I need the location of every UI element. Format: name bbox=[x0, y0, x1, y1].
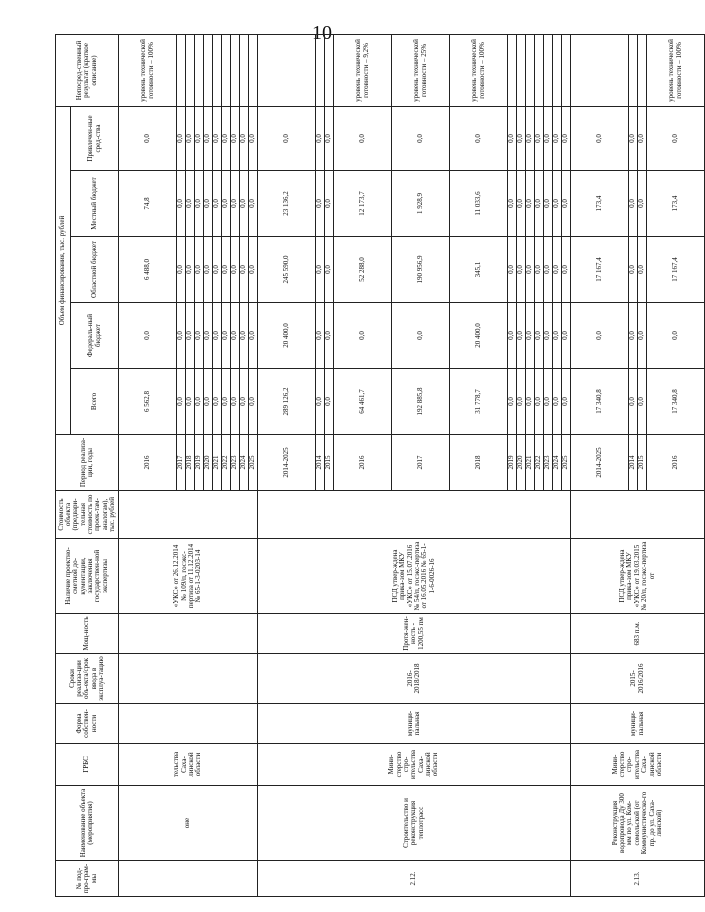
cell-name: Реконструкция водопровода Ду 300 мм по ул. Ком-сомольской (от Коммунистическо-го пр. до ул. Саха-линской) bbox=[571, 786, 705, 861]
cell-result bbox=[325, 34, 334, 106]
cell-regional: 0,0 bbox=[638, 237, 647, 303]
cell-local: 0,0 bbox=[508, 171, 517, 237]
cell-local: 0,0 bbox=[535, 171, 544, 237]
cell-result bbox=[204, 34, 213, 106]
cell-regional: 0,0 bbox=[195, 237, 204, 303]
cell-federal: 0,0 bbox=[249, 303, 258, 369]
cell-period: 2024 bbox=[553, 435, 562, 491]
cell-federal: 0,0 bbox=[222, 303, 231, 369]
cell-local: 0,0 bbox=[249, 171, 258, 237]
cell-result bbox=[571, 34, 629, 106]
cell-federal: 0,0 bbox=[334, 303, 392, 369]
cell-federal: 0,0 bbox=[213, 303, 222, 369]
cell-attracted: 0,0 bbox=[186, 106, 195, 170]
cell-attracted: 0,0 bbox=[240, 106, 249, 170]
cell-attracted: 0,0 bbox=[213, 106, 222, 170]
cell-local: 0,0 bbox=[204, 171, 213, 237]
cell-regional: 0,0 bbox=[629, 237, 638, 303]
col-terms-header: Сроки реализа-ции объ-екта/срок ввода в эксплуа-тацию bbox=[56, 654, 119, 704]
cell-regional: 0,0 bbox=[562, 237, 571, 303]
col-local-header: Местный бюджет bbox=[71, 171, 119, 237]
cell-capacity: 683 п.м. bbox=[571, 614, 705, 654]
cell-regional: 0,0 bbox=[240, 237, 249, 303]
cell-regional: 0,0 bbox=[231, 237, 240, 303]
cell-federal: 0,0 bbox=[316, 303, 325, 369]
cell-result bbox=[213, 34, 222, 106]
cell-grbs: Мини-стерство стро-ительства Саха-линской области bbox=[258, 744, 571, 786]
cell-result: уровень технической готовности – 100% bbox=[647, 34, 705, 106]
cell-regional: 52 288,0 bbox=[334, 237, 392, 303]
cell-regional: 0,0 bbox=[249, 237, 258, 303]
cell-federal: 0,0 bbox=[392, 303, 450, 369]
cell-regional: 245 590,0 bbox=[258, 237, 316, 303]
cell-local: 0,0 bbox=[562, 171, 571, 237]
cell-period: 2018 bbox=[186, 435, 195, 491]
cell-federal: 0,0 bbox=[231, 303, 240, 369]
cell-total: 0,0 bbox=[325, 369, 334, 435]
cell-total: 0,0 bbox=[535, 369, 544, 435]
cell-attracted: 0,0 bbox=[553, 106, 562, 170]
cell-period: 2015 bbox=[638, 435, 647, 491]
table-header bbox=[56, 34, 119, 896]
cell-period: 2017 bbox=[177, 435, 186, 491]
cell-result: уровень технической готовности – 9,2% bbox=[334, 34, 392, 106]
col-result-header: Непосред-ственный результат (краткое описание) bbox=[56, 34, 119, 106]
col-federal-header: Федераль-ный бюджет bbox=[71, 303, 119, 369]
cell-ownership: муници-пальная bbox=[571, 704, 705, 744]
col-capacity-header: Мощ-ность bbox=[56, 614, 119, 654]
cell-total: 17 340,8 bbox=[647, 369, 705, 435]
cell-num bbox=[119, 861, 258, 897]
cell-result: уровень технической готовности – 100% bbox=[450, 34, 508, 106]
cell-attracted: 0,0 bbox=[392, 106, 450, 170]
cell-attracted: 0,0 bbox=[629, 106, 638, 170]
cell-period: 2015 bbox=[325, 435, 334, 491]
rotated-table-area bbox=[55, 35, 683, 897]
cell-terms bbox=[119, 654, 258, 704]
cell-regional: 0,0 bbox=[535, 237, 544, 303]
cell-federal: 0,0 bbox=[562, 303, 571, 369]
cell-attracted: 0,0 bbox=[508, 106, 517, 170]
cell-federal: 0,0 bbox=[638, 303, 647, 369]
cell-total: 0,0 bbox=[517, 369, 526, 435]
cell-regional: 0,0 bbox=[517, 237, 526, 303]
cell-result: уровень технической готовности – 100% bbox=[119, 34, 177, 106]
cell-total: 0,0 bbox=[222, 369, 231, 435]
cell-period: 2019 bbox=[195, 435, 204, 491]
cell-local: 0,0 bbox=[553, 171, 562, 237]
cell-local: 0,0 bbox=[325, 171, 334, 237]
cell-local: 0,0 bbox=[231, 171, 240, 237]
col-num-header: № под-про-грам-мы bbox=[56, 861, 119, 897]
cell-total: 0,0 bbox=[249, 369, 258, 435]
col-cost-header: Стоимость объекта (предвари-тельная стоимость по проек-там-аналогам), тыс. рублей bbox=[56, 491, 119, 539]
cell-period: 2020 bbox=[517, 435, 526, 491]
cell-regional: 0,0 bbox=[186, 237, 195, 303]
page-number: 10 bbox=[312, 22, 332, 44]
cell-local: 0,0 bbox=[316, 171, 325, 237]
cell-regional: 0,0 bbox=[204, 237, 213, 303]
col-total-header: Всего bbox=[71, 369, 119, 435]
cell-federal: 0,0 bbox=[647, 303, 705, 369]
cell-regional: 0,0 bbox=[553, 237, 562, 303]
cell-period: 2020 bbox=[204, 435, 213, 491]
col-grbs-header: ГРБС bbox=[56, 744, 119, 786]
cell-period: 2016 bbox=[334, 435, 392, 491]
cell-terms: 2016-2018/2018 bbox=[258, 654, 571, 704]
cell-cost bbox=[571, 491, 705, 539]
cell-grbs: тельства Саха-линской области bbox=[119, 744, 258, 786]
cell-total: 0,0 bbox=[508, 369, 517, 435]
cell-regional: 0,0 bbox=[526, 237, 535, 303]
funding-table bbox=[55, 34, 705, 897]
cell-regional: 0,0 bbox=[325, 237, 334, 303]
cell-period: 2023 bbox=[231, 435, 240, 491]
cell-regional: 0,0 bbox=[177, 237, 186, 303]
cell-total: 0,0 bbox=[186, 369, 195, 435]
cell-attracted: 0,0 bbox=[562, 106, 571, 170]
cell-terms: 2015-2016/2016 bbox=[571, 654, 705, 704]
cell-period: 2021 bbox=[213, 435, 222, 491]
cell-local: 0,0 bbox=[213, 171, 222, 237]
cell-total: 17 340,8 bbox=[571, 369, 629, 435]
table-row bbox=[258, 34, 316, 896]
cell-total: 0,0 bbox=[231, 369, 240, 435]
cell-local: 0,0 bbox=[526, 171, 535, 237]
cell-total: 6 562,8 bbox=[119, 369, 177, 435]
cell-federal: 20 400,0 bbox=[258, 303, 316, 369]
cell-result bbox=[562, 34, 571, 106]
cell-result bbox=[222, 34, 231, 106]
cell-result bbox=[177, 34, 186, 106]
cell-period: 2014 bbox=[629, 435, 638, 491]
cell-local: 23 136,2 bbox=[258, 171, 316, 237]
cell-federal: 0,0 bbox=[186, 303, 195, 369]
cell-result bbox=[258, 34, 316, 106]
cell-local: 173,4 bbox=[647, 171, 705, 237]
cell-period: 2024 bbox=[240, 435, 249, 491]
cell-period: 2017 bbox=[392, 435, 450, 491]
table-row bbox=[119, 34, 177, 896]
cell-local: 0,0 bbox=[177, 171, 186, 237]
cell-local: 12 173,7 bbox=[334, 171, 392, 237]
cell-period: 2023 bbox=[544, 435, 553, 491]
cell-period: 2016 bbox=[119, 435, 177, 491]
cell-federal: 0,0 bbox=[629, 303, 638, 369]
cell-total: 0,0 bbox=[316, 369, 325, 435]
cell-name: оне bbox=[119, 786, 258, 861]
cell-ownership bbox=[119, 704, 258, 744]
cell-local: 0,0 bbox=[638, 171, 647, 237]
cell-attracted: 0,0 bbox=[450, 106, 508, 170]
rotated-table-container bbox=[55, 35, 683, 897]
cell-attracted: 0,0 bbox=[638, 106, 647, 170]
cell-total: 0,0 bbox=[629, 369, 638, 435]
cell-total: 0,0 bbox=[638, 369, 647, 435]
cell-capacity bbox=[119, 614, 258, 654]
cell-cost bbox=[119, 491, 258, 539]
cell-regional: 190 956,9 bbox=[392, 237, 450, 303]
cell-attracted: 0,0 bbox=[535, 106, 544, 170]
cell-attracted: 0,0 bbox=[517, 106, 526, 170]
cell-regional: 6 488,0 bbox=[119, 237, 177, 303]
col-attracted-header: Привлечен-ные сред-ства bbox=[71, 106, 119, 170]
cell-total: 192 885,8 bbox=[392, 369, 450, 435]
header-row-1 bbox=[56, 34, 71, 896]
cell-attracted: 0,0 bbox=[195, 106, 204, 170]
cell-total: 0,0 bbox=[562, 369, 571, 435]
cell-total: 289 126,2 bbox=[258, 369, 316, 435]
cell-local: 0,0 bbox=[544, 171, 553, 237]
cell-total: 0,0 bbox=[526, 369, 535, 435]
cell-total: 0,0 bbox=[204, 369, 213, 435]
col-period-header: Период реализа-ции, годы bbox=[56, 435, 119, 491]
cell-local: 0,0 bbox=[222, 171, 231, 237]
cell-regional: 0,0 bbox=[508, 237, 517, 303]
cell-total: 0,0 bbox=[544, 369, 553, 435]
cell-result bbox=[629, 34, 638, 106]
table-row bbox=[571, 34, 629, 896]
cell-attracted: 0,0 bbox=[647, 106, 705, 170]
cell-total: 0,0 bbox=[240, 369, 249, 435]
cell-total: 0,0 bbox=[195, 369, 204, 435]
cell-result bbox=[508, 34, 517, 106]
cell-federal: 0,0 bbox=[526, 303, 535, 369]
cell-period: 2014-2025 bbox=[258, 435, 316, 491]
cell-name: Строительство и реконструкция теплотрасс bbox=[258, 786, 571, 861]
cell-attracted: 0,0 bbox=[325, 106, 334, 170]
cell-result bbox=[535, 34, 544, 106]
cell-result bbox=[316, 34, 325, 106]
cell-federal: 0,0 bbox=[177, 303, 186, 369]
cell-regional: 0,0 bbox=[213, 237, 222, 303]
cell-attracted: 0,0 bbox=[177, 106, 186, 170]
cell-num: 2.13. bbox=[571, 861, 705, 897]
cell-attracted: 0,0 bbox=[316, 106, 325, 170]
cell-attracted: 0,0 bbox=[204, 106, 213, 170]
cell-federal: 0,0 bbox=[325, 303, 334, 369]
cell-psd: «УКС» от 26.12.2014 № 109/п, госэкс-пертиза от 11.12.2014 № 65-1-3-0203-14 bbox=[119, 539, 258, 614]
cell-regional: 0,0 bbox=[544, 237, 553, 303]
col-ownership-header: Форма собствен-ности bbox=[56, 704, 119, 744]
cell-regional: 0,0 bbox=[222, 237, 231, 303]
cell-regional: 345,1 bbox=[450, 237, 508, 303]
cell-federal: 0,0 bbox=[571, 303, 629, 369]
cell-cost bbox=[258, 491, 571, 539]
cell-period: 2018 bbox=[450, 435, 508, 491]
cell-regional: 17 167,4 bbox=[571, 237, 629, 303]
cell-local: 0,0 bbox=[186, 171, 195, 237]
cell-attracted: 0,0 bbox=[544, 106, 553, 170]
cell-local: 0,0 bbox=[517, 171, 526, 237]
cell-num: 2.12. bbox=[258, 861, 571, 897]
cell-federal: 20 400,0 bbox=[450, 303, 508, 369]
cell-result bbox=[231, 34, 240, 106]
cell-total: 0,0 bbox=[553, 369, 562, 435]
cell-period: 2025 bbox=[562, 435, 571, 491]
cell-federal: 0,0 bbox=[240, 303, 249, 369]
cell-ownership: муници-пальная bbox=[258, 704, 571, 744]
table-body bbox=[119, 34, 705, 896]
cell-total: 0,0 bbox=[177, 369, 186, 435]
cell-result bbox=[186, 34, 195, 106]
cell-local: 0,0 bbox=[629, 171, 638, 237]
cell-result bbox=[553, 34, 562, 106]
cell-period: 2022 bbox=[222, 435, 231, 491]
cell-total: 31 778,7 bbox=[450, 369, 508, 435]
cell-local: 11 033,6 bbox=[450, 171, 508, 237]
cell-result bbox=[240, 34, 249, 106]
cell-psd: ПСД утвер-ждена прика-зом МКУ «УКС» от 19.03.2015 № 20/п, госэкс-пертиза от bbox=[571, 539, 705, 614]
cell-local: 0,0 bbox=[195, 171, 204, 237]
col-name-header: Наименование объекта (мероприятия) bbox=[56, 786, 119, 861]
cell-attracted: 0,0 bbox=[258, 106, 316, 170]
cell-regional: 0,0 bbox=[316, 237, 325, 303]
cell-attracted: 0,0 bbox=[571, 106, 629, 170]
cell-period: 2019 bbox=[508, 435, 517, 491]
cell-local: 74,8 bbox=[119, 171, 177, 237]
cell-result bbox=[638, 34, 647, 106]
cell-federal: 0,0 bbox=[544, 303, 553, 369]
col-regional-header: Областной бюджет bbox=[71, 237, 119, 303]
cell-period: 2016 bbox=[647, 435, 705, 491]
cell-federal: 0,0 bbox=[553, 303, 562, 369]
cell-capacity: Протя-жен-ность - 1200,55 пм bbox=[258, 614, 571, 654]
cell-attracted: 0,0 bbox=[249, 106, 258, 170]
cell-attracted: 0,0 bbox=[334, 106, 392, 170]
cell-period: 2021 bbox=[526, 435, 535, 491]
cell-psd: ПСД утвер-ждена прика-зом МКУ «УКС» от 15.07.2016 № 54/п, госэкс-пертиза от 16.05.2016 № 65-1-1-6-0026-16 bbox=[258, 539, 571, 614]
cell-attracted: 0,0 bbox=[231, 106, 240, 170]
cell-regional: 17 167,4 bbox=[647, 237, 705, 303]
col-psd-header: Наличие проектно-сметной до-кументации, заключения государствен-ной экспертизы bbox=[56, 539, 119, 614]
cell-result bbox=[195, 34, 204, 106]
cell-federal: 0,0 bbox=[204, 303, 213, 369]
cell-federal: 0,0 bbox=[508, 303, 517, 369]
cell-result bbox=[544, 34, 553, 106]
cell-federal: 0,0 bbox=[535, 303, 544, 369]
cell-local: 1 928,9 bbox=[392, 171, 450, 237]
cell-grbs: Мини-стерство стро-ительства Саха-линской области bbox=[571, 744, 705, 786]
cell-federal: 0,0 bbox=[195, 303, 204, 369]
cell-period: 2014-2025 bbox=[571, 435, 629, 491]
cell-attracted: 0,0 bbox=[222, 106, 231, 170]
cell-period: 2025 bbox=[249, 435, 258, 491]
cell-result bbox=[517, 34, 526, 106]
cell-attracted: 0,0 bbox=[119, 106, 177, 170]
cell-period: 2014 bbox=[316, 435, 325, 491]
funding-group-header: Объем финансирования, тыс. рублей bbox=[56, 106, 71, 434]
cell-total: 64 461,7 bbox=[334, 369, 392, 435]
cell-federal: 0,0 bbox=[517, 303, 526, 369]
cell-result: уровень технической готовности – 25% bbox=[392, 34, 450, 106]
cell-total: 0,0 bbox=[213, 369, 222, 435]
cell-local: 0,0 bbox=[240, 171, 249, 237]
cell-local: 173,4 bbox=[571, 171, 629, 237]
cell-federal: 0,0 bbox=[119, 303, 177, 369]
cell-result bbox=[526, 34, 535, 106]
cell-period: 2022 bbox=[535, 435, 544, 491]
cell-attracted: 0,0 bbox=[526, 106, 535, 170]
cell-result bbox=[249, 34, 258, 106]
